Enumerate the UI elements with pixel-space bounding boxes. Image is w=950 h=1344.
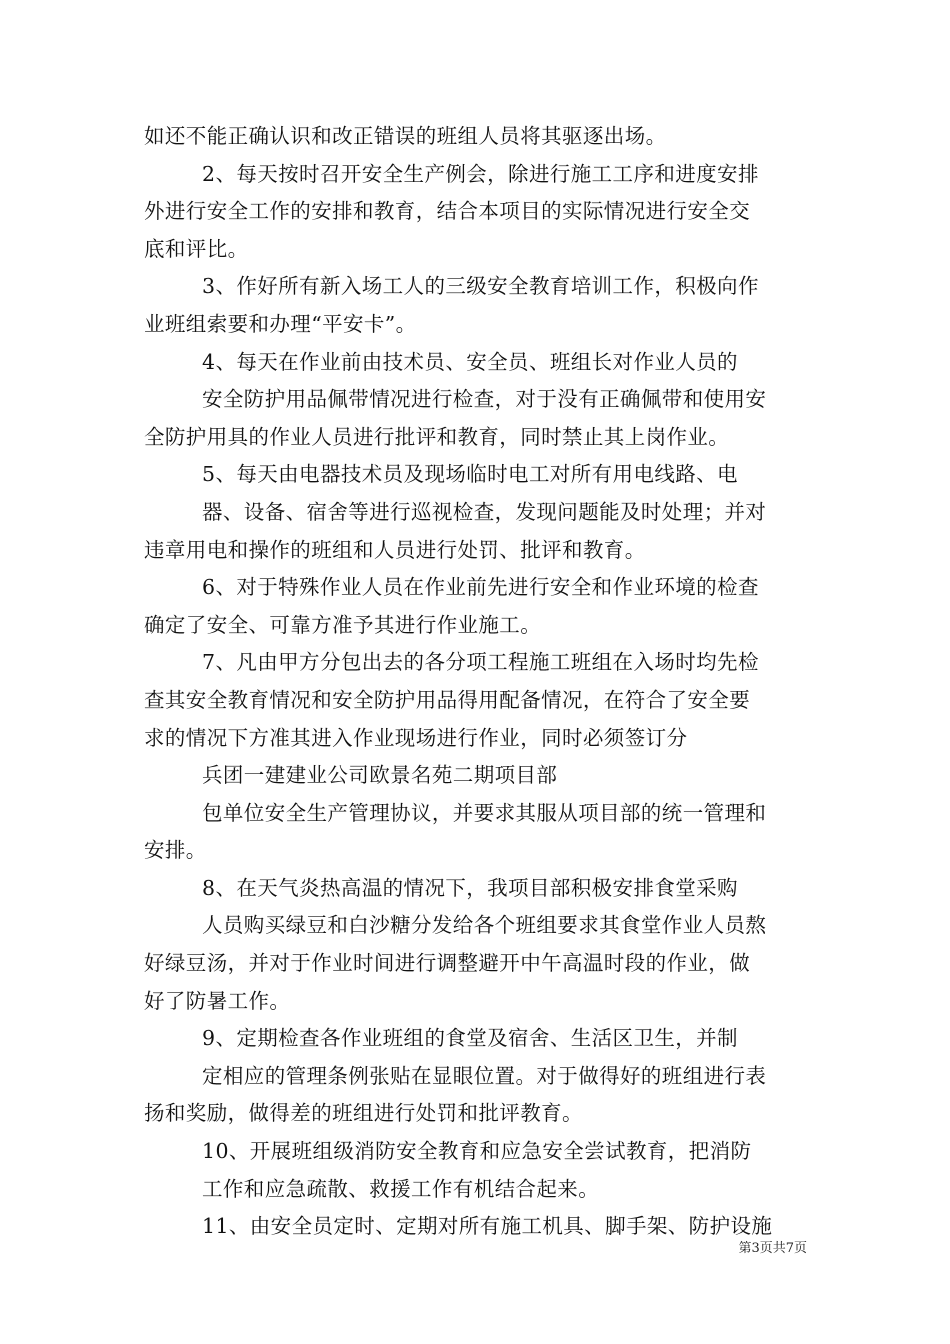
- text-line: 好绿豆汤，并对于作业时间进行调整避开中午高温时段的作业，做: [144, 951, 751, 976]
- text-line: 求的情况下方准其进入作业现场进行作业，同时必须签订分: [144, 725, 688, 750]
- text-line: 2、每天按时召开安全生产例会，除进行施工工序和进度安排: [202, 161, 759, 186]
- text-line: 3、作好所有新入场工人的三级安全教育培训工作，积极向作: [202, 274, 759, 299]
- text-line: 确定了安全、可靠方准予其进行作业施工。: [144, 612, 542, 637]
- text-line: 扬和奖励，做得差的班组进行处罚和批评教育。: [144, 1101, 583, 1126]
- text-line: 业班组索要和办理“平安卡”。: [144, 311, 417, 336]
- text-line: 人员购买绿豆和白沙糖分发给各个班组要求其食堂作业人员熬: [202, 913, 767, 938]
- text-line: 9、定期检查各作业班组的食堂及宿舍、生活区卫生，并制: [202, 1026, 738, 1051]
- text-line: 违章用电和操作的班组和人员进行处罚、批评和教育。: [144, 537, 646, 562]
- text-line: 器、设备、宿舍等进行巡视检查，发现问题能及时处理；并对: [202, 499, 767, 524]
- document-body: [144, 118, 814, 1246]
- text-line: 外进行安全工作的安排和教育，结合本项目的实际情况进行安全交: [144, 199, 751, 224]
- text-line: 兵团一建建业公司欧景名苑二期项目部: [202, 763, 558, 788]
- text-line: 4、每天在作业前由技术员、安全员、班组长对作业人员的: [202, 349, 738, 374]
- text-line: 查其安全教育情况和安全防护用品得用配备情况，在符合了安全要: [144, 687, 751, 712]
- text-line: 如还不能正确认识和改正错误的班组人员将其驱逐出场。: [144, 124, 667, 148]
- text-line: 工作和应急疏散、救援工作有机结合起来。: [202, 1176, 600, 1201]
- text-line: 11、由安全员定时、定期对所有施工机具、脚手架、防护设施: [202, 1214, 773, 1239]
- text-line: 好了防暑工作。: [144, 988, 291, 1013]
- text-line: 包单位安全生产管理协议，并要求其服从项目部的统一管理和: [202, 800, 767, 825]
- text-line: 安全防护用品佩带情况进行检查，对于没有正确佩带和使用安: [202, 387, 767, 412]
- page-number: 第3页共7页: [738, 1241, 807, 1256]
- text-line: 6、对于特殊作业人员在作业前先进行安全和作业环境的检查: [202, 575, 759, 600]
- text-line: 定相应的管理条例张贴在显眼位置。对于做得好的班组进行表: [202, 1063, 767, 1088]
- text-line: 5、每天由电器技术员及现场临时电工对所有用电线路、电: [202, 462, 738, 487]
- text-line: 全防护用具的作业人员进行批评和教育，同时禁止其上岗作业。: [144, 424, 730, 449]
- text-line: 底和评比。: [144, 236, 249, 261]
- text-line: 10、开展班组级消防安全教育和应急安全尝试教育，把消防: [202, 1139, 752, 1164]
- text-line: 7、凡由甲方分包出去的各分项工程施工班组在入场时均先检: [202, 650, 759, 675]
- text-line: 8、在天气炎热高温的情况下，我项目部积极安排食堂采购: [202, 875, 738, 900]
- text-line: 安排。: [144, 838, 207, 863]
